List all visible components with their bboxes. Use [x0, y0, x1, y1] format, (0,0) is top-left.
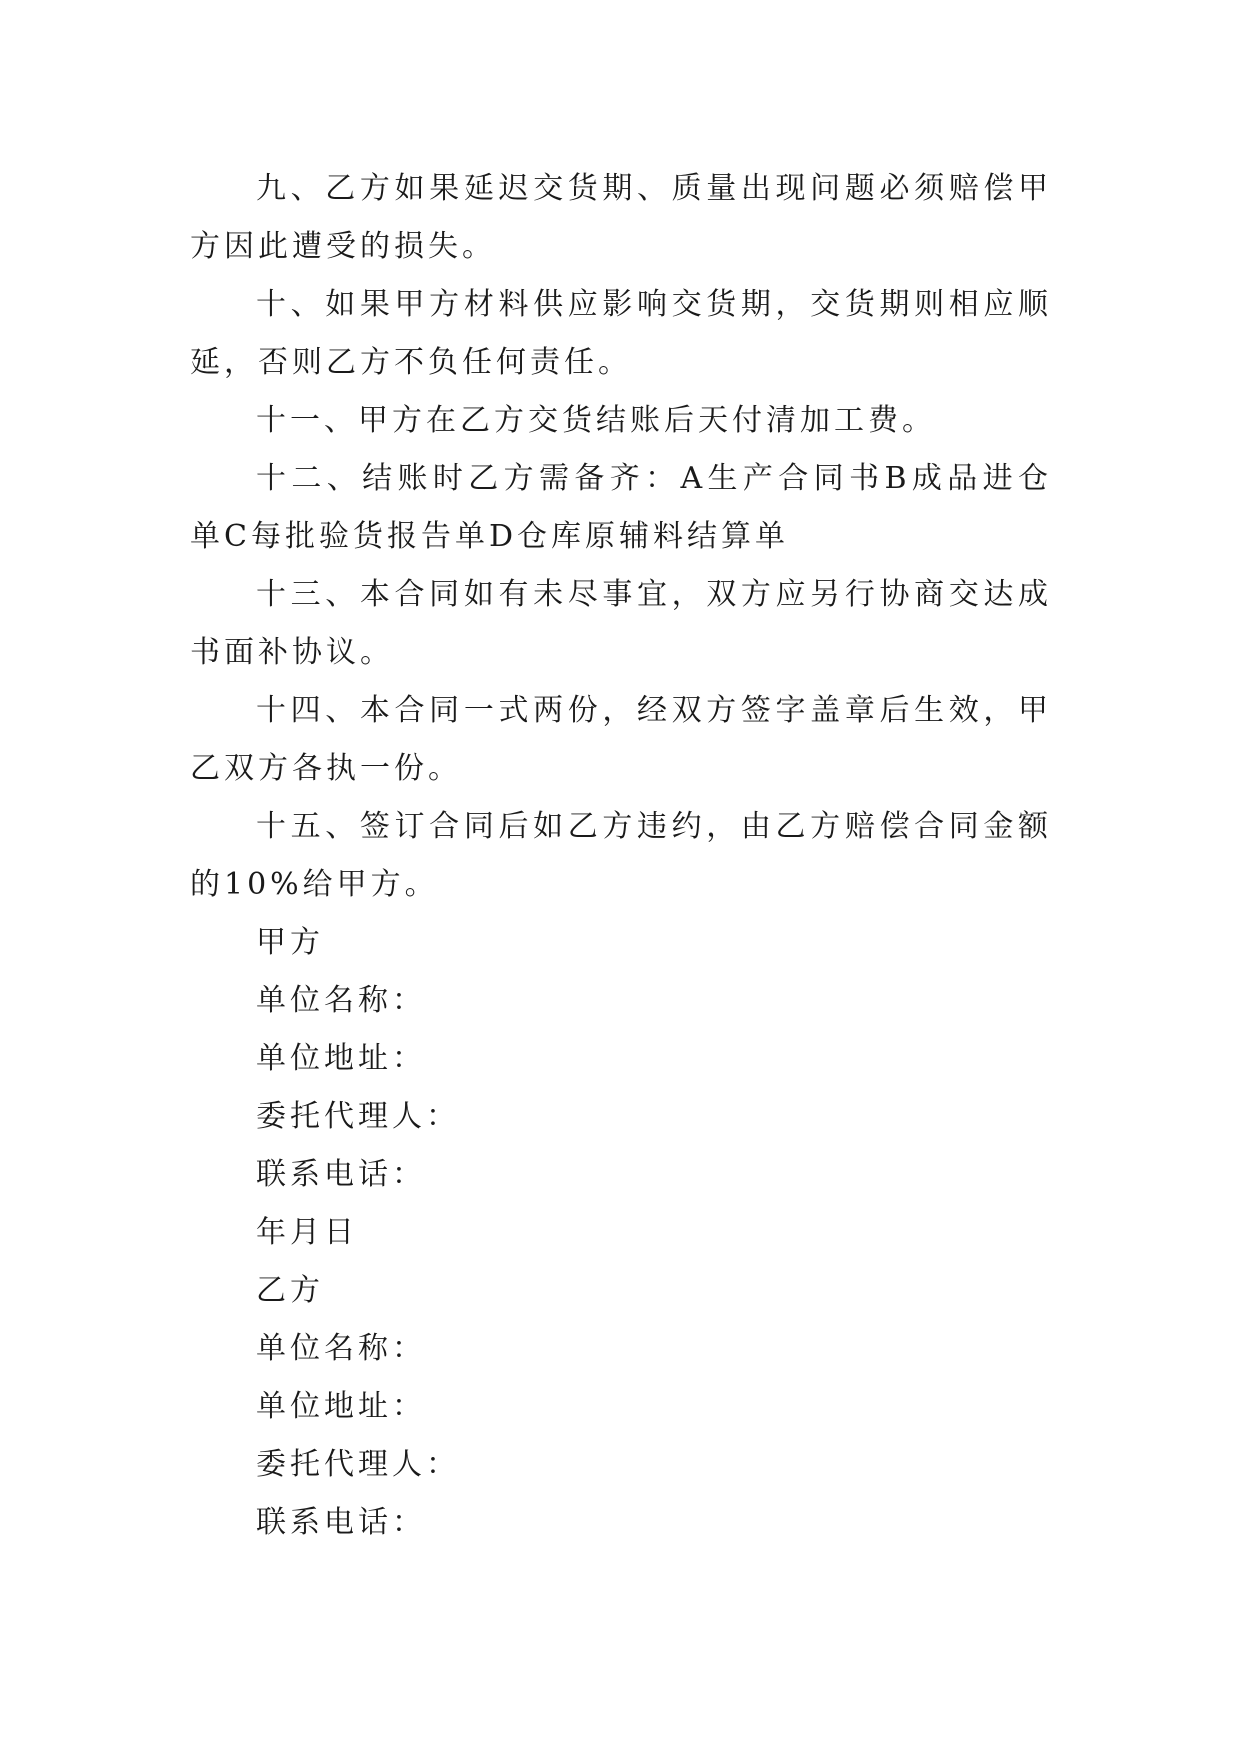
document-page — [190, 160, 1052, 1552]
party-b-unit-address: 单位地址： — [256, 1389, 426, 1424]
clause-9: 九、乙方如果延迟交货期、质量出现问题必须赔偿甲方因此遭受的损失。 — [190, 171, 1052, 264]
party-a-block — [190, 914, 1052, 1262]
clause-15: 十五、签订合同后如乙方违约，由乙方赔偿合同金额的10%给甲方。 — [190, 809, 1052, 902]
party-a-title: 甲方 — [256, 925, 324, 960]
clause-10: 十、如果甲方材料供应影响交货期，交货期则相应顺延，否则乙方不负任何责任。 — [190, 287, 1052, 380]
clause-13: 十三、本合同如有未尽事宜，双方应另行协商交达成书面补协议。 — [190, 577, 1052, 670]
party-a-date: 年月日 — [256, 1215, 358, 1250]
clause-12: 十二、结账时乙方需备齐：A生产合同书B成品进仓单C每批验货报告单D仓库原辅料结算单 — [190, 461, 1052, 554]
party-a-unit-name: 单位名称： — [256, 983, 426, 1018]
party-b-phone: 联系电话： — [256, 1505, 426, 1540]
clause-11: 十一、甲方在乙方交货结账后天付清加工费。 — [256, 403, 936, 438]
party-b-agent: 委托代理人： — [256, 1447, 460, 1482]
party-b-block — [190, 1262, 1052, 1552]
clause-14: 十四、本合同一式两份，经双方签字盖章后生效，甲乙双方各执一份。 — [190, 693, 1052, 786]
party-a-unit-address: 单位地址： — [256, 1041, 426, 1076]
party-a-phone: 联系电话： — [256, 1157, 426, 1192]
party-b-unit-name: 单位名称： — [256, 1331, 426, 1366]
party-a-agent: 委托代理人： — [256, 1099, 460, 1134]
party-b-title: 乙方 — [256, 1273, 324, 1308]
